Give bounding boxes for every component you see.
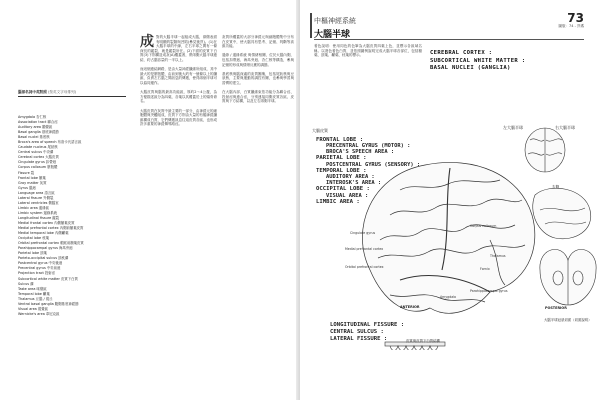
body-column-2 — [222, 35, 294, 109]
glossary-entry: Limbic system 邊緣系統 — [18, 210, 58, 215]
glossary-entry: Cingulate gyrus 扣帶迴 — [18, 160, 56, 165]
right-side-label: 右側 — [552, 185, 560, 189]
label-lateral-fissure: LATERAL FISSURE : — [330, 336, 388, 342]
header-rule — [314, 39, 584, 40]
hemisphere-top-view-icon — [525, 128, 565, 172]
diagram-label: 大腦皮質 — [312, 128, 328, 133]
paragraph: 邊緣 / 邊緣系統 與情緒相關，位於大腦內側，包括扣帶迴、海馬旁迴、杏仁核等構造，參與記憶的形成與情緒反應的調節。 — [222, 53, 294, 67]
glossary-entry: Postcentral gyrus 中央後迴 — [18, 261, 63, 266]
glossary-entry: Association tract 聯合徑 — [18, 120, 58, 125]
paragraph: 基底核與腦深處的灰質團塊，包括尾狀核與豆狀核，主要與運動的調控有關，也參與學習與習慣的建立。 — [222, 71, 294, 85]
lobe-area: INTEROSK'S AREA : — [326, 180, 382, 187]
page-title: 大腦半球 — [314, 30, 351, 40]
glossary-entry: Taste area 味覺區 — [18, 286, 47, 291]
glossary-entry: Auditory area 聽覺區 — [18, 125, 53, 130]
glossary-title-text: 腦部名詞中英對照 — [18, 90, 47, 94]
paragraph: 大腦皮質與腦的最高功能區，厚約2～4公釐，為方便描述區分為四葉，各葉以其覆蓋於上的頭骨命名。 — [140, 90, 217, 104]
glossary-entry: Basal nuclei 基底核 — [18, 135, 50, 140]
glossary-entry: Language area 語言區 — [18, 190, 55, 195]
glossary-entry: Parietal lobe 頂葉 — [18, 251, 47, 256]
cortex-strip-caption: 皮質與皮質下白質結構 — [406, 339, 440, 343]
lobe-frontal — [316, 137, 486, 155]
body-column-1 — [140, 35, 217, 131]
glossary-entry: Medial temporal lobe 內側顳葉 — [18, 231, 69, 236]
paragraph: 在大腦內部，白質纖維束依功能分為聯合徑、投射徑與連合徑，分別連接同側皮質各區、皮質與下方結構，以及左右兩側半球。 — [222, 90, 294, 104]
glossary-entry: Longitudinal fissure 縱裂 — [18, 215, 60, 220]
glossary-entry: Subcortical white matter 皮質下白質 — [18, 276, 78, 281]
glossary-entry: Lateral fissure 外側裂 — [18, 195, 54, 200]
lobe-title: FRONTAL LOBE : — [316, 137, 364, 143]
glossary-entry: Temporal lobe 顳葉 — [18, 291, 50, 296]
page-number: 73 — [567, 11, 584, 25]
paragraph: 灰質所覆蓋的大部分神經元與細胞體集中分布在皮質中，使大腦具有思考、記憶、判斷等高級功能。 — [222, 35, 294, 49]
glossary-entry: Caudate nucleus 尾狀核 — [18, 145, 58, 150]
coloring-instructions: 著色說明：使用同色的色筆為大腦皮質四葉上色，並標示各區域名稱。以淺色著色白質，並依照圖例說明完成大腦半球各部位，包括額葉、頂葉、顳葉、枕葉的標示。 — [314, 44, 422, 57]
glossary-entry: Medial frontal cortex 內側額葉皮質 — [18, 220, 75, 225]
coronal-section-icon — [540, 249, 596, 305]
paragraph: 大腦皮質在灰質中最主要的一部分，由神經元的細胞體與突觸組成，皮質下方則由大量的有髓神經纖維構成白質，它們傳遞訊息往返皮質各區，也形成許多重要的神經傳導路徑。 — [140, 108, 217, 127]
cortex-label-1: Cingulate gyrus — [350, 231, 376, 235]
label-subcortical-white-matter: SUBCORTICAL WHITE MATTER : — [430, 57, 526, 64]
lobe-area: PRECENTRAL GYRUS (MOTOR) : — [326, 143, 411, 150]
glossary-entry: Precentral gyrus 中央前迴 — [18, 266, 61, 271]
chapter-title: 中樞神經系統 — [314, 17, 356, 25]
cortex-strip-icon — [385, 342, 445, 350]
glossary-list — [18, 115, 126, 317]
cortex-label-8: Corpus callosum — [470, 224, 497, 228]
key-right-hemisphere: 右大腦半球 — [555, 125, 575, 130]
label-longitudinal-fissure: LONGITUDINAL FISSURE : — [330, 322, 405, 328]
glossary-entry: Amygdala 杏仁核 — [18, 115, 47, 119]
cortex-label-4: Parahippocampal gyrus — [470, 289, 508, 293]
page-header — [314, 13, 584, 41]
chapter-tab-marker — [310, 13, 312, 38]
glossary-entry: Ventral basal ganglia 腹側基底神經節 — [18, 301, 79, 306]
glossary-entry: Occipital lobe 枕葉 — [18, 236, 49, 241]
glossary-entry: Medial prefrontal cortex 內側前額葉皮質 — [18, 226, 84, 231]
handwritten-header-labels — [430, 50, 585, 73]
lobe-parietal — [316, 155, 486, 167]
paragraph: 對的大腦半球一起組成大腦，兩側表面有明顯的裂隙與凹陷(參見後頁)。(1)在大腦半球的中線，左右半球之間有一條深長的縱裂，就是縱裂所在。(2)下面的皮質下白質(3)下則構造成灰(A)覆蓋著，將兩側大腦半球連結，約占腦容量的一半以上。 — [140, 35, 217, 62]
glossary-entry: Corpus callosum 胼胝體 — [18, 165, 58, 170]
lobe-area: VISUAL AREA : — [326, 192, 369, 199]
side-view-brain-icon — [533, 188, 591, 239]
lobe-occipital — [316, 186, 486, 198]
glossary-entry: Parieto-occipital sulcus 頂枕溝 — [18, 256, 69, 261]
cortex-label-3: Orbital prefrontal cortex — [345, 265, 384, 269]
glossary-entry: Frontal lobe 額葉 — [18, 175, 46, 180]
lobe-title: TEMPORAL LOBE : — [316, 167, 367, 174]
glossary-entry: Orbital prefrontal cortex 眼眶前額葉皮質 — [18, 241, 84, 246]
glossary-entry: Thalamus 丘腦 / 視丘 — [18, 296, 53, 301]
glossary-entry: Fissure 裂 — [18, 170, 35, 175]
glossary-entry: Cerebral cortex 大腦皮質 — [18, 155, 59, 160]
cortex-label-7: Thalamus — [490, 254, 506, 258]
glossary-entry: Lateral ventricles 側腦室 — [18, 200, 59, 205]
lobe-area: BROCA'S SPEECH AREA : — [326, 149, 395, 156]
lobe-title: OCCIPITAL LOBE : — [316, 186, 370, 193]
lobe-area: POSTCENTRAL GYRUS (SENSORY) : — [326, 161, 421, 168]
lobe-area: AUDITORY AREA : — [326, 174, 375, 181]
cortex-label-6: Fornix — [480, 267, 490, 271]
drop-cap: 成 — [140, 34, 154, 50]
anterior-label: ANTERIOR — [400, 305, 420, 309]
page-range: 圖版：74 - 頁碼 — [558, 24, 584, 28]
glossary-title — [18, 90, 126, 97]
glossary-entry: Parahippocampal gyrus 海馬旁迴 — [18, 246, 73, 251]
key-left-hemisphere: 左大腦半球 — [503, 125, 523, 130]
lobe-title: LIMBIC AREA : — [316, 198, 360, 205]
cortex-label-2: Medial prefrontal cortex — [345, 247, 384, 251]
posterior-label: POSTERIOR — [545, 306, 567, 310]
label-central-sulcus: CENTRAL SULCUS : — [330, 329, 384, 335]
glossary-entry: Basal ganglia 基底神經節 — [18, 130, 59, 135]
glossary-entry: Gray matter 灰質 — [18, 180, 47, 185]
glossary-entry: Limbic area 邊緣區 — [18, 205, 49, 210]
glossary — [18, 90, 126, 317]
glossary-entry: Broca's area of speech 布洛卡氏語言區 — [18, 140, 82, 145]
lobe-limbic — [316, 199, 486, 205]
glossary-entry: Sulcus 溝 — [18, 281, 34, 286]
glossary-title-note: (按英文字母排列) — [48, 90, 76, 94]
lobe-labels — [316, 137, 486, 205]
glossary-entry: Projection tract 投射徑 — [18, 271, 56, 276]
glossary-entry: Central sulcus 中央溝 — [18, 150, 54, 155]
label-basal-nuclei: BASAL NUCLEI (GANGLIA) — [430, 65, 511, 71]
glossary-entry: Visual area 視覺區 — [18, 306, 49, 311]
label-cerebral-cortex: CEREBRAL CORTEX : — [430, 50, 493, 56]
section-caption: 大腦半球冠狀切面（切面說明） — [544, 318, 592, 322]
cortex-label-5: Amygdala — [440, 295, 457, 299]
glossary-entry: Wernicke's area 韋尼克區 — [18, 311, 60, 316]
lobe-temporal — [316, 168, 486, 186]
glossary-entry: Gyrus 腦迴 — [18, 185, 36, 190]
paragraph: 而這個連結網路，是由大量神經纖維所組成，其中最大的是胼胝體，由前到後大約有一億條以上的纖維，負責左右腦之間訊息的傳遞，使得兩個半球可以協同運作。 — [140, 67, 217, 85]
lobe-title: PARIETAL LOBE : — [316, 155, 367, 162]
